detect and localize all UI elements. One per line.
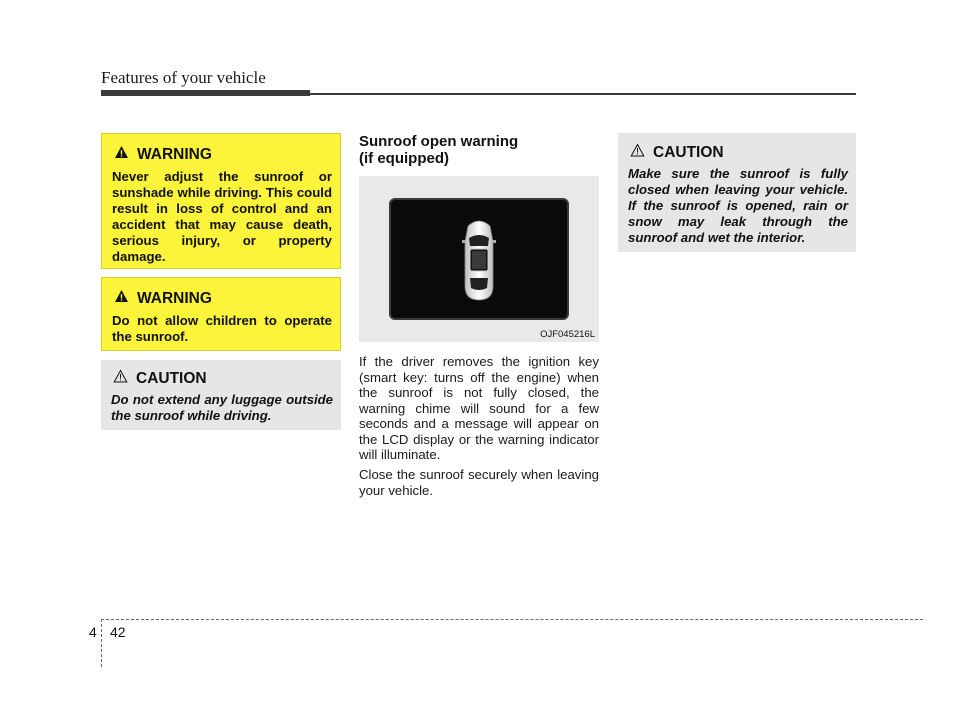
warning-text: Never adjust the sunroof or sunshade while driving. This could result in loss of control and an accident that may cause death, serious injury, or property damage. xyxy=(112,169,332,264)
caution-box-closed xyxy=(618,133,856,252)
sunroof-warning-figure xyxy=(359,176,599,342)
caution-triangle-icon xyxy=(113,369,128,388)
warning-heading: WARNING xyxy=(114,289,340,308)
body-paragraph-1: If the driver removes the ignition key (smart key: turns off the engine) when the sunroof is not fully closed, the warning chime will sound for a few seconds and a message will appear on the LCD display or the warning indicator will illuminate. xyxy=(359,354,599,462)
page-number: 42 xyxy=(110,624,126,640)
caution-heading: CAUTION xyxy=(113,369,341,388)
figure-code: OJF045216L xyxy=(540,329,595,340)
header-rule xyxy=(310,93,856,95)
body-paragraph-2: Close the sunroof securely when leaving your vehicle. xyxy=(359,467,599,498)
section-title: Sunroof open warning (if equipped) xyxy=(359,133,519,167)
warning-box-adjust xyxy=(101,133,341,269)
caution-box-luggage xyxy=(101,360,341,430)
caution-triangle-icon xyxy=(630,143,645,162)
footer-rule xyxy=(101,619,923,620)
chapter-number: 4 xyxy=(89,624,97,640)
warning-triangle-icon xyxy=(114,289,129,308)
caution-text: Make sure the sunroof is fully closed when leaving your vehicle. If the sunroof is opened, rain or snow may leak through the sunroof and wet the interior. xyxy=(628,166,848,245)
warning-triangle-icon xyxy=(114,145,129,164)
car-top-view-icon xyxy=(459,216,499,302)
footer-divider xyxy=(101,619,102,667)
warning-box-children xyxy=(101,277,341,351)
warning-text: Do not allow children to operate the sunroof. xyxy=(112,313,332,344)
lcd-display xyxy=(389,198,569,320)
header-bar xyxy=(101,90,310,96)
caution-heading: CAUTION xyxy=(630,143,856,162)
header-title: Features of your vehicle xyxy=(101,68,266,87)
caution-text: Do not extend any luggage outside the sunroof while driving. xyxy=(111,392,333,423)
warning-heading: WARNING xyxy=(114,145,340,164)
